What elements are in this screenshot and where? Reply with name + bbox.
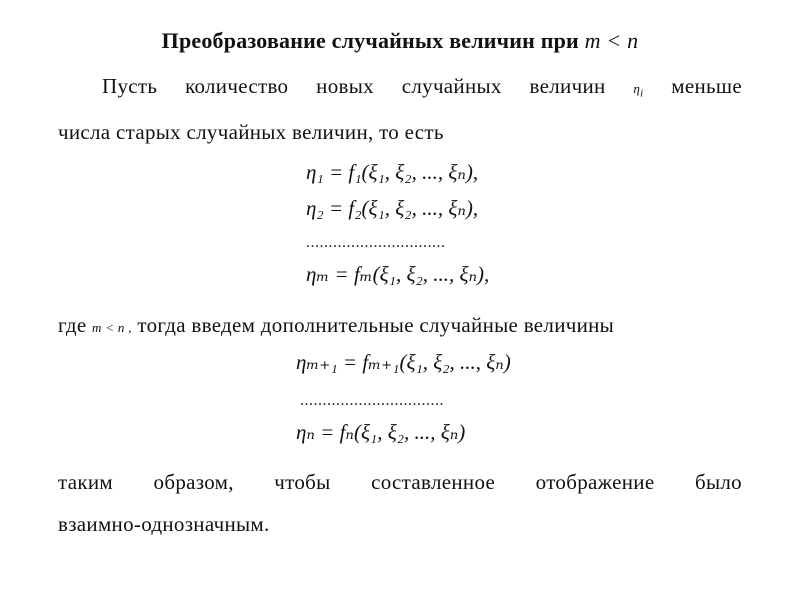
middle-math: m < n ,	[92, 320, 132, 335]
equation-ellipsis-1: ...............................	[306, 234, 446, 251]
conclusion-line-1: таким образом, чтобы составленное отображение было	[58, 470, 742, 494]
equation-m: ηₘ = fₘ(ξ₁, ξ₂, ..., ξₙ),	[306, 262, 490, 286]
conclusion-line-2: взаимно-однозначным.	[58, 512, 270, 536]
page-title	[0, 28, 800, 54]
middle-start: где	[58, 313, 87, 337]
equation-2: η₂ = f₂(ξ₁, ξ₂, ..., ξₙ),	[306, 196, 479, 220]
title-text: Преобразование случайных величин при	[161, 28, 579, 53]
middle-line	[58, 313, 614, 338]
intro-eta: $\eta_i$	[633, 81, 644, 100]
middle-end: тогда введем дополнительные случайные величины	[137, 313, 615, 337]
title-math: m < n	[584, 28, 639, 53]
intro-line-1-start: Пусть количество новых случайных величин	[102, 74, 606, 98]
intro-line-1-end: меньше	[671, 74, 742, 98]
intro-line-1	[102, 74, 742, 100]
equation-m-plus-1: ηₘ₊₁ = fₘ₊₁(ξ₁, ξ₂, ..., ξₙ)	[296, 350, 511, 374]
intro-line-2: числа старых случайных величин, то есть	[58, 120, 444, 144]
equation-n: ηₙ = fₙ(ξ₁, ξ₂, ..., ξₙ)	[296, 420, 466, 444]
equation-ellipsis-2: ................................	[300, 392, 444, 409]
equation-1: η₁ = f₁(ξ₁, ξ₂, ..., ξₙ),	[306, 160, 479, 184]
